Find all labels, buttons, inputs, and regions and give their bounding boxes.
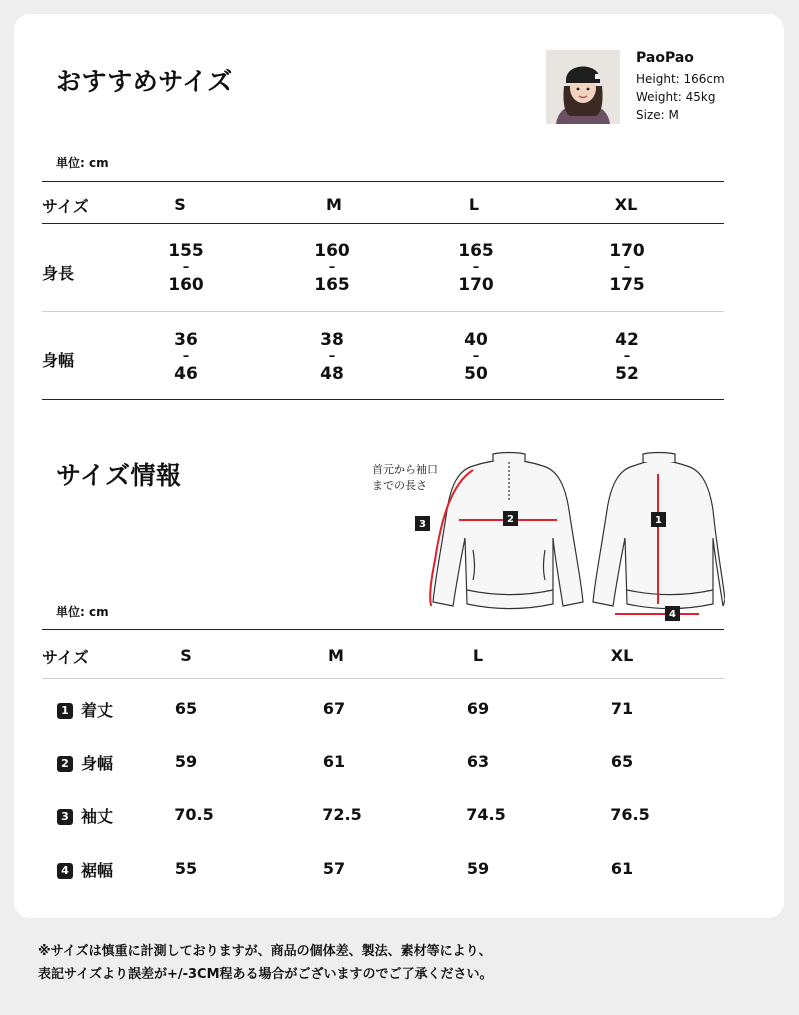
recommend-unit: 単位: cm [56, 156, 109, 170]
sleeve-length-caption: 首元から袖口 までの長さ [372, 463, 438, 492]
model-height: Height: 166cm [636, 72, 725, 86]
sleeve-l: 74.5 [466, 805, 506, 824]
marker-4: 4 [669, 609, 676, 620]
sleeve-m: 72.5 [322, 805, 362, 824]
recommend-height-m: 160 – 165 [314, 241, 350, 295]
hem-m: 57 [322, 859, 346, 878]
recommend-header-s: S [174, 195, 186, 214]
length-l: 69 [466, 699, 490, 718]
sizeinfo-title: サイズ情報 [56, 461, 182, 490]
hem-xl: 61 [610, 859, 634, 878]
garment-diagram-svg [355, 440, 725, 630]
model-photo-image [546, 50, 620, 124]
sizeinfo-row-hem-label: 4 裾幅 [57, 858, 113, 881]
badge-3: 3 [57, 809, 73, 825]
front-sweater-outline [433, 453, 583, 609]
recommend-row-height-label: 身長 [42, 264, 75, 283]
recommend-width-l: 40 – 50 [464, 330, 488, 384]
model-size: Size: M [636, 108, 679, 122]
sizeinfo-header-size: サイズ [42, 648, 89, 667]
model-info [636, 50, 725, 124]
model-name: PaoPao [636, 50, 694, 66]
model-photo [546, 50, 620, 124]
recommend-height-xl: 170 – 175 [609, 241, 645, 295]
sizeinfo-unit: 単位: cm [56, 605, 109, 619]
recommend-width-xl: 42 – 52 [615, 330, 639, 384]
length-m: 67 [322, 699, 346, 718]
recommend-rule-row1 [42, 311, 724, 312]
sizeinfo-row-width-label: 2 身幅 [57, 751, 113, 774]
recommend-rule-top [42, 181, 724, 182]
width-l: 63 [466, 752, 490, 771]
disclaimer-line-1: ※サイズは慎重に計測しておりますが、商品の個体差、製法、素材等により、 [38, 944, 492, 959]
sizeinfo-row-sleeve-label: 3 袖丈 [57, 804, 113, 827]
sizeinfo-rule-top [42, 629, 724, 630]
length-xl: 71 [610, 699, 634, 718]
recommend-rule-bottom [42, 399, 724, 400]
hem-l: 59 [466, 859, 490, 878]
recommend-width-s: 36 – 46 [174, 330, 198, 384]
model-weight: Weight: 45kg [636, 90, 716, 104]
sizeinfo-header-s: S [180, 646, 192, 665]
length-s: 65 [174, 699, 198, 718]
marker-3: 3 [419, 519, 426, 530]
sizeinfo-rule-header [42, 678, 724, 679]
sizeinfo-row-length-label: 1 着丈 [57, 698, 113, 721]
recommend-row-width-label: 身幅 [42, 351, 75, 370]
disclaimer-line-2: 表記サイズより誤差が+/-3CM程ある場合がございますのでご了承ください。 [38, 967, 493, 982]
sleeve-s: 70.5 [174, 805, 214, 824]
sizeinfo-header-l: L [472, 646, 484, 665]
recommend-rule-header [42, 223, 724, 224]
sizeinfo-header-m: M [328, 646, 344, 665]
badge-1: 1 [57, 703, 73, 719]
sleeve-xl: 76.5 [610, 805, 650, 824]
sizeinfo-header-xl: XL [610, 646, 634, 665]
recommend-title: おすすめサイズ [56, 67, 233, 96]
recommend-header-l: L [468, 195, 480, 214]
disclaimer-note [38, 940, 493, 986]
recommend-header-m: M [326, 195, 342, 214]
marker-1: 1 [655, 515, 662, 526]
marker-2: 2 [507, 514, 514, 525]
recommend-header-size: サイズ [42, 197, 89, 216]
recommend-height-l: 165 – 170 [458, 241, 494, 295]
badge-2: 2 [57, 756, 73, 772]
recommend-width-m: 38 – 48 [320, 330, 344, 384]
garment-diagram [355, 440, 725, 630]
recommend-header-xl: XL [614, 195, 638, 214]
width-xl: 65 [610, 752, 634, 771]
recommend-height-s: 155 – 160 [168, 241, 204, 295]
badge-4: 4 [57, 863, 73, 879]
width-m: 61 [322, 752, 346, 771]
width-s: 59 [174, 752, 198, 771]
hem-s: 55 [174, 859, 198, 878]
